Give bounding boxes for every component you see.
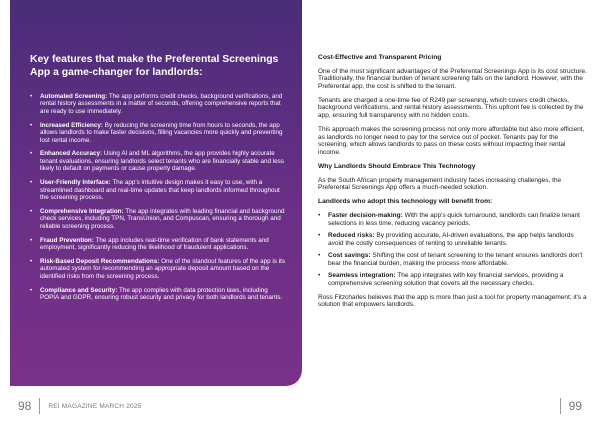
- feature-text: One of the standout features of the app is its automated system for recommending an appropriate deposit amount based on the identified risks from the screening process.: [40, 257, 285, 280]
- feature-text: The app integrates with leading financial and background check services, including TPN, TransUnion, and Compuscan, ensuring a thorough and reliable screening process.: [40, 207, 285, 230]
- paragraph: As the South African property management industry faces increasing challenges, the Preferental Screenings App offers a much-needed solution.: [318, 176, 562, 192]
- benefit-title: Cost savings:: [328, 252, 371, 260]
- benefit-text: By providing accurate, AI-driven evaluations, the app helps landlords avoid the costly consequences of renting to unreliable tenants.: [328, 232, 574, 247]
- feature-item: [30, 258, 288, 280]
- article-column: [318, 54, 588, 315]
- feature-item: [30, 122, 288, 144]
- page-number-right: 99: [568, 399, 582, 413]
- section-heading-why: Why Landlords Should Embrace This Technology: [318, 163, 476, 171]
- feature-text: The app's intuitive design makes it easy to use, with a streamlined dashboard and real-time updates that keep landlords informed throughout the screening process.: [40, 179, 280, 201]
- feature-title: Increased Efficiency:: [40, 121, 103, 129]
- footer-divider: [560, 398, 561, 414]
- feature-item: [30, 287, 288, 302]
- benefit-title: Faster decision-making:: [328, 211, 403, 219]
- paragraph: One of the most significant advantages of the Preferental Screenings App is its cost structure. Traditionally, the financial burden of tenant screening falls on the landlord. However, with the Preferental app, the cost is shifted to the tenant.: [318, 67, 587, 90]
- benefit-title: Reduced risks:: [328, 232, 375, 240]
- feature-title: Comprehensive Integration:: [40, 207, 124, 215]
- benefit-item: [318, 232, 588, 247]
- feature-text: The app performs credit checks, background verifications, and rental history assessments in a matter of seconds, offering comprehensive reports that are ready to use immediately.: [40, 93, 283, 115]
- benefits-list: [318, 212, 588, 288]
- benefit-text: Shifting the cost of tenant screening to the tenant ensures landlords don't bear the financial burden, making the process more affordable.: [328, 252, 583, 267]
- closing-paragraph: Ross Fitzcharles believes that the app is more than just a tool for property management; it's a solution that empowers landlords.: [318, 293, 587, 309]
- footer-divider: [39, 398, 40, 414]
- features-list: [30, 93, 288, 301]
- footer-right: [552, 398, 582, 414]
- publication-title: REI MAGAZINE MARCH 2025: [48, 402, 142, 410]
- feature-item: [30, 208, 288, 230]
- feature-title: User-Friendly Interface:: [40, 179, 111, 187]
- benefit-text: With the app's quick turnaround, landlords can finalize tenant selections in less time, reducing vacancy periods.: [328, 211, 580, 227]
- paragraph: Tenants are charged a one-time fee of R249 per screening, which covers credit checks, background verifications, and rental history assessments. This upfront fee is collected by the app, ensuring full transparency with no hidden costs.: [318, 96, 584, 120]
- page-number-left: 98: [18, 399, 32, 413]
- feature-title: Automated Screening:: [40, 93, 108, 100]
- feature-item: [30, 237, 288, 252]
- feature-text: By reducing the screening time from hours to seconds, the app allows landlords to make faster decisions, filling vacancies more quickly and preventing lost rental income.: [40, 121, 283, 144]
- benefit-item: [318, 212, 588, 227]
- benefit-title: Seamless integration:: [328, 272, 396, 280]
- feature-text: Using AI and ML algorithms, the app provides highly accurate tenant evaluations, ensuring landlords select tenants who are financially stable and less likely to default on payments or cause property damage.: [40, 150, 284, 173]
- section-heading-pricing: Cost-Effective and Transparent Pricing: [318, 54, 442, 61]
- feature-item: [30, 150, 288, 172]
- feature-item: [30, 93, 288, 115]
- features-heading: Key features that make the Preferental Screenings App a game-changer for landlords:: [30, 54, 279, 78]
- paragraph: This approach makes the screening process not only more affordable but also more efficient, as landlords no longer need to pay for the service out of pocket. Tenants pay for the screening, which allows landlords to pass on these costs without impacting their rental income.: [318, 126, 585, 156]
- footer-left: [18, 398, 141, 414]
- feature-item: [30, 179, 288, 201]
- features-panel: [10, 0, 302, 386]
- feature-title: Compliance and Security:: [40, 286, 118, 294]
- benefit-item: [318, 272, 588, 287]
- feature-title: Fraud Prevention:: [40, 236, 94, 244]
- feature-title: Risk-Based Deposit Recommendations:: [40, 257, 160, 265]
- feature-title: Enhanced Accuracy:: [40, 150, 103, 158]
- feature-text: The app includes real-time verification of bank statements and employment, significantly reducing the likelihood of fraudulent applications.: [40, 236, 269, 251]
- feature-text: The app complies with data protection laws, including POPIA and GDPR, ensuring robust security and privacy for both landlords and tenants.: [40, 286, 283, 302]
- benefit-text: The app integrates with key financial services, providing a comprehensive screening solution that covers all the necessary checks.: [328, 272, 564, 288]
- benefit-item: [318, 252, 588, 267]
- section-heading-benefits: Landlords who adopt this technology will benefit from:: [318, 198, 493, 206]
